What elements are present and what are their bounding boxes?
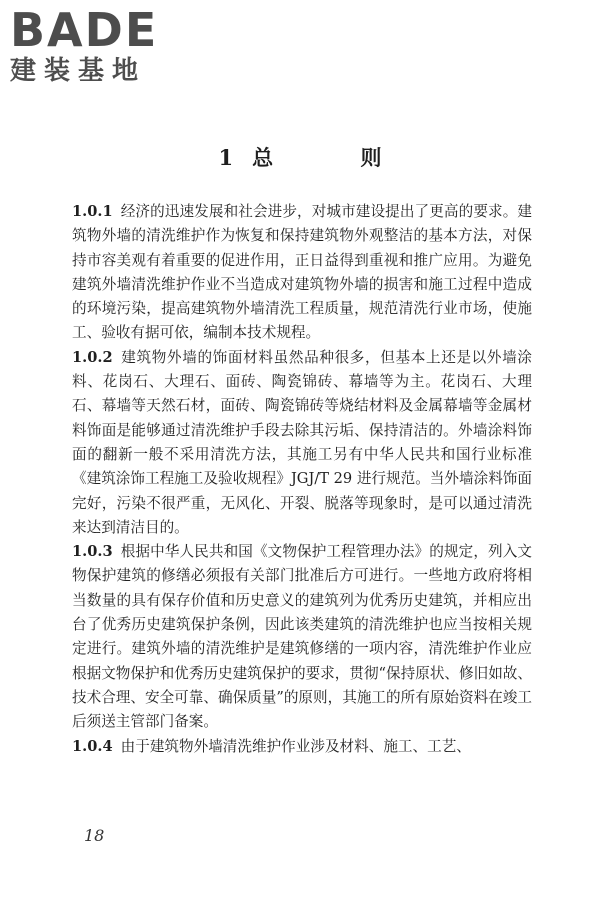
bade-logo (10, 3, 180, 86)
document-body (72, 200, 532, 759)
chapter-name: 总 则 (252, 145, 422, 170)
clause-number: 1.0.4 (72, 737, 113, 755)
logo-wordmark: BADE (10, 3, 159, 57)
clause-text: 根据中华人民共和国《文物保护工程管理办法》的规定，列入文物保护建筑的修缮必须报有关部门批准后方可进行。一些地方政府将相当数量的具有保存价值和历史意义的建筑列为优秀历史建筑，并相应出台了优秀历史建筑保护条例，因此该类建筑的清洗维护也应当按相关规定进行。建筑外墙的清洗维护是建筑修缮的一项内容，清洗维护作业应根据文物保护和优秀历史建筑保护的要求，贯彻“保持原状、修旧如故、技术合理、安全可靠、确保质量”的原则，其施工的所有原始资料在竣工后须送主管部门备案。 (72, 543, 532, 731)
clause-text: 经济的迅速发展和社会进步，对城市建设提出了更高的要求。建筑物外墙的清洗维护作为恢复和保持建筑物外观整洁的基本方法，对保持市容美观有着重要的促进作用，正日益得到重视和推广应用。为避免建筑外墙清洗维护作业不当造成对建筑物外墙的损害和施工过程中造成的环境污染，提高建筑物外墙清洗工程质量，规范清洗行业市场，使施工、验收有据可依，编制本技术规程。 (72, 203, 532, 342)
clause-text: 建筑物外墙的饰面材料虽然品种很多，但基本上还是以外墙涂料、花岗石、大理石、面砖、陶瓷锦砖、幕墙等为主。花岗石、大理石、幕墙等天然石材，面砖、陶瓷锦砖等烧结材料及金属幕墙等金属材料饰面是能够通过清洗维护手段去除其污垢、保持清洁的。外墙涂料饰面的翻新一般不采用清洗方法，其施工另有中华人民共和国行业标准《建筑涂饰工程施工及验收规程》JGJ/T 29 进行规范。当外墙涂料饰面完好，污染不很严重，无风化、开裂、脱落等现象时，是可以通过清洗来达到清洁目的。 (72, 348, 532, 536)
clause-text: 由于建筑物外墙清洗维护作业涉及材料、施工、工艺、 (120, 737, 471, 755)
chapter-number: 1 (218, 145, 235, 170)
clause-1-0-2 (72, 346, 532, 540)
clause-number: 1.0.1 (72, 203, 113, 220)
clause-number: 1.0.3 (72, 543, 113, 561)
clause-1-0-3 (72, 540, 532, 734)
page-number: 18 (84, 826, 105, 845)
clause-1-0-4 (72, 735, 532, 759)
clause-number: 1.0.2 (72, 348, 113, 366)
logo-subtitle: 建装基地 (10, 56, 147, 86)
chapter-title (0, 142, 600, 172)
clause-1-0-1 (72, 200, 532, 346)
